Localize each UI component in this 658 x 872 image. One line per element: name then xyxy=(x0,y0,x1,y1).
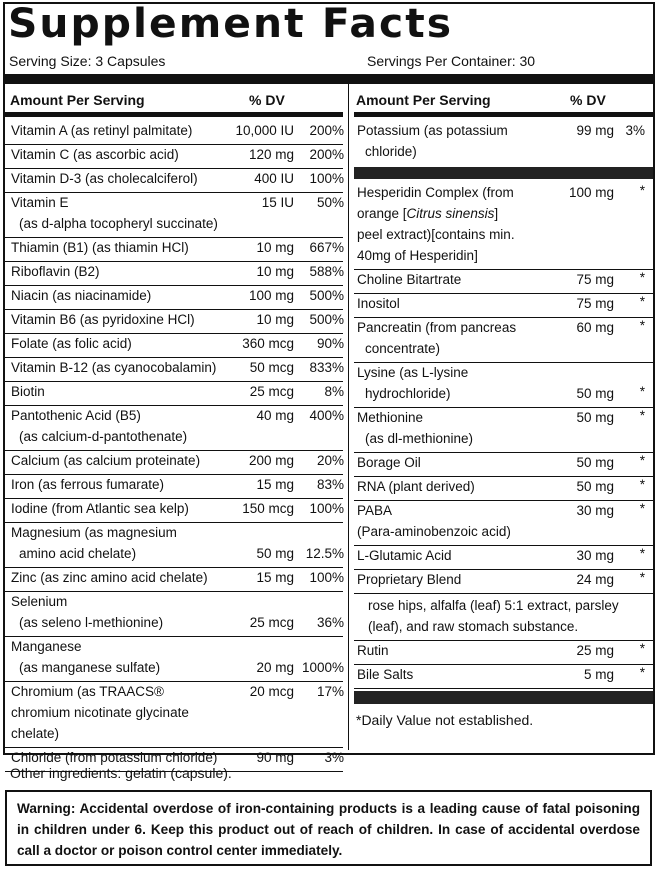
nutrient-amount: 5 mg xyxy=(583,667,614,682)
warning-text: Warning: Accidental overdose of iron-containing products is a leading cause of fatal poisoning in children under 6. Keep this product out of reach of children. In case of accidental overdose call a doctor or poison control center immediately. xyxy=(17,801,640,858)
nutrient-name-continued: (Para-aminobenzoic acid) xyxy=(357,524,511,539)
nutrient-dv: 100% xyxy=(309,570,344,585)
nutrient-amount: 360 mcg xyxy=(242,336,294,351)
nutrient-amount: 75 mg xyxy=(576,296,614,311)
dv-asterisk: * xyxy=(639,270,645,285)
bottom-divider-bar xyxy=(354,691,653,704)
nutrient-dv: 90% xyxy=(316,336,344,351)
top-divider-bar xyxy=(5,74,653,84)
nutrient-dv: 400% xyxy=(309,408,344,423)
nutrient-name-continued: chromium nicotinate glycinate xyxy=(11,705,189,720)
nutrient-amount: 60 mg xyxy=(576,320,614,335)
nutrient-amount: 25 mcg xyxy=(249,615,294,630)
dv-asterisk: * xyxy=(639,570,645,585)
dv-asterisk: * xyxy=(639,453,645,468)
nutrient-name-continued: (as seleno l-methionine) xyxy=(19,615,164,630)
nutrient-name: Potassium (as potassium xyxy=(357,123,508,138)
nutrient-name-continued: chelate) xyxy=(11,726,60,741)
blend-ingredient-line: (leaf), and raw stomach substance. xyxy=(368,619,579,634)
nutrient-amount: 20 mcg xyxy=(249,684,294,699)
nutrient-name-continued: hydrochloride) xyxy=(365,386,451,401)
nutrient-name: Vitamin A (as retinyl palmitate) xyxy=(11,123,193,138)
nutrient-name: Thiamin (B1) (as thiamin HCl) xyxy=(11,240,189,255)
nutrient-amount: 15 IU xyxy=(261,195,294,210)
right-header-rule xyxy=(354,112,653,117)
nutrient-dv: 83% xyxy=(316,477,344,492)
servings-per-container: Servings Per Container: 30 xyxy=(367,53,536,69)
dv-asterisk: * xyxy=(639,318,645,333)
nutrient-name: Chromium (as TRAACS® xyxy=(11,684,164,699)
nutrient-amount: 24 mg xyxy=(576,572,614,587)
nutrient-name: Pancreatin (from pancreas xyxy=(357,320,517,335)
nutrient-dv: 8% xyxy=(324,384,344,399)
nutrient-name: Borage Oil xyxy=(357,455,421,470)
daily-value-footnote: *Daily Value not established. xyxy=(356,712,534,728)
nutrient-amount: 25 mcg xyxy=(249,384,294,399)
dv-asterisk: * xyxy=(639,546,645,561)
nutrient-amount: 40 mg xyxy=(256,408,294,423)
nutrient-amount: 10 mg xyxy=(256,240,294,255)
nutrient-dv: 500% xyxy=(309,288,344,303)
nutrient-name: Methionine xyxy=(357,410,424,425)
nutrient-name: Folate (as folic acid) xyxy=(11,336,132,351)
left-amount-header: Amount Per Serving xyxy=(10,92,145,108)
nutrient-dv: 17% xyxy=(316,684,344,699)
nutrient-amount: 30 mg xyxy=(576,548,614,563)
nutrient-amount: 25 mg xyxy=(576,643,614,658)
nutrient-dv: 50% xyxy=(316,195,344,210)
dv-asterisk: * xyxy=(639,501,645,516)
dv-asterisk: * xyxy=(639,408,645,423)
nutrient-name-continued: (as calcium-d-pantothenate) xyxy=(19,429,188,444)
nutrient-amount: 15 mg xyxy=(256,570,294,585)
nutrient-amount: 99 mg xyxy=(576,123,614,138)
nutrient-name: Hesperidin Complex (from xyxy=(357,185,514,200)
nutrient-name: Calcium (as calcium proteinate) xyxy=(11,453,201,468)
nutrient-amount: 50 mg xyxy=(576,455,614,470)
nutrient-name-continued: (as dl-methionine) xyxy=(365,431,474,446)
nutrient-name: Iodine (from Atlantic sea kelp) xyxy=(11,501,189,516)
nutrient-name: Niacin (as niacinamide) xyxy=(11,288,152,303)
nutrient-name: Inositol xyxy=(357,296,400,311)
nutrient-name-continued: peel extract)[contains min. xyxy=(357,227,515,242)
blend-ingredient-line: rose hips, alfalfa (leaf) 5:1 extract, parsley xyxy=(368,598,619,613)
nutrient-dv: 3% xyxy=(324,750,344,765)
nutrient-amount: 75 mg xyxy=(576,272,614,287)
nutrient-name-continued: amino acid chelate) xyxy=(19,546,137,561)
nutrient-amount: 400 IU xyxy=(254,171,294,186)
row-divider xyxy=(354,688,653,689)
nutrient-dv: 200% xyxy=(309,123,344,138)
nutrient-amount: 50 mg xyxy=(576,386,614,401)
nutrient-amount: 50 mg xyxy=(576,479,614,494)
nutrient-name: RNA (plant derived) xyxy=(357,479,475,494)
nutrient-dv: 1000% xyxy=(301,660,344,675)
nutrient-name: Proprietary Blend xyxy=(357,572,462,587)
nutrient-amount: 150 mcg xyxy=(242,501,294,516)
nutrient-name: Vitamin E xyxy=(11,195,69,210)
section-divider-bar xyxy=(354,167,653,179)
nutrient-amount: 10 mg xyxy=(256,312,294,327)
nutrient-name: Manganese xyxy=(11,639,82,654)
column-divider xyxy=(348,84,349,750)
dv-asterisk: * xyxy=(639,183,645,198)
right-dv-header: % DV xyxy=(570,92,606,108)
panel-title: Supplement Facts xyxy=(8,1,454,47)
nutrient-amount: 15 mg xyxy=(256,477,294,492)
nutrient-name-continued: orange [Citrus sinensis] xyxy=(357,206,499,221)
nutrient-amount: 10 mg xyxy=(256,264,294,279)
nutrient-dv: 100% xyxy=(309,501,344,516)
nutrient-name: PABA xyxy=(357,503,393,518)
nutrient-dv: 667% xyxy=(309,240,344,255)
nutrient-dv: 100% xyxy=(309,171,344,186)
nutrient-dv: 12.5% xyxy=(305,546,344,561)
row-divider xyxy=(354,593,653,594)
nutrient-name: Pantothenic Acid (B5) xyxy=(11,408,141,423)
nutrient-name: Choline Bitartrate xyxy=(357,272,462,287)
nutrient-name: Selenium xyxy=(11,594,68,609)
nutrient-name-continued: chloride) xyxy=(365,144,417,159)
nutrient-dv: 3% xyxy=(625,123,645,138)
dv-asterisk: * xyxy=(639,384,645,399)
nutrient-name: Vitamin B-12 (as cyanocobalamin) xyxy=(11,360,217,375)
nutrient-amount: 50 mg xyxy=(256,546,294,561)
nutrient-name: Rutin xyxy=(357,643,389,658)
dv-asterisk: * xyxy=(639,477,645,492)
nutrient-dv: 200% xyxy=(309,147,344,162)
nutrient-name: L-Glutamic Acid xyxy=(357,548,452,563)
nutrient-name: Riboflavin (B2) xyxy=(11,264,100,279)
nutrient-dv: 588% xyxy=(309,264,344,279)
other-ingredients: Other ingredients: gelatin (capsule). xyxy=(10,765,232,781)
warning-box xyxy=(5,790,652,866)
nutrient-name-continued: concentrate) xyxy=(365,341,441,356)
nutrient-amount: 200 mg xyxy=(248,453,294,468)
nutrient-amount: 100 mg xyxy=(568,185,614,200)
nutrient-name: Magnesium (as magnesium xyxy=(11,525,177,540)
nutrient-name: Bile Salts xyxy=(357,667,414,682)
nutrient-name: Vitamin D-3 (as cholecalciferol) xyxy=(11,171,198,186)
nutrient-dv: 833% xyxy=(309,360,344,375)
nutrient-name: Iron (as ferrous fumarate) xyxy=(11,477,165,492)
nutrient-name: Vitamin B6 (as pyridoxine HCl) xyxy=(11,312,195,327)
nutrient-amount: 10,000 IU xyxy=(235,123,294,138)
nutrient-name: Chloride (from potassium chloride) xyxy=(11,750,218,765)
nutrient-name: Vitamin C (as ascorbic acid) xyxy=(11,147,179,162)
nutrient-dv: 500% xyxy=(309,312,344,327)
nutrient-name: Lysine (as L-lysine xyxy=(357,365,469,380)
nutrient-name: Zinc (as zinc amino acid chelate) xyxy=(11,570,208,585)
left-header-rule xyxy=(5,112,343,117)
nutrient-name-continued: 40mg of Hesperidin] xyxy=(357,248,478,263)
nutrient-dv: 36% xyxy=(316,615,344,630)
dv-asterisk: * xyxy=(639,641,645,656)
nutrient-amount: 90 mg xyxy=(256,750,294,765)
nutrient-amount: 50 mcg xyxy=(249,360,294,375)
serving-size: Serving Size: 3 Capsules xyxy=(9,53,166,69)
dv-asterisk: * xyxy=(639,294,645,309)
nutrient-amount: 100 mg xyxy=(248,288,294,303)
nutrient-name: Biotin xyxy=(11,384,45,399)
left-dv-header: % DV xyxy=(249,92,285,108)
nutrient-amount: 30 mg xyxy=(576,503,614,518)
dv-asterisk: * xyxy=(639,665,645,680)
nutrient-amount: 120 mg xyxy=(248,147,294,162)
right-amount-header: Amount Per Serving xyxy=(356,92,491,108)
nutrient-name-continued: (as d-alpha tocopheryl succinate) xyxy=(19,216,218,231)
botanical-name: Citrus sinensis xyxy=(406,206,495,221)
nutrient-amount: 20 mg xyxy=(256,660,294,675)
nutrient-amount: 50 mg xyxy=(576,410,614,425)
nutrient-name-continued: (as manganese sulfate) xyxy=(19,660,161,675)
nutrient-dv: 20% xyxy=(316,453,344,468)
